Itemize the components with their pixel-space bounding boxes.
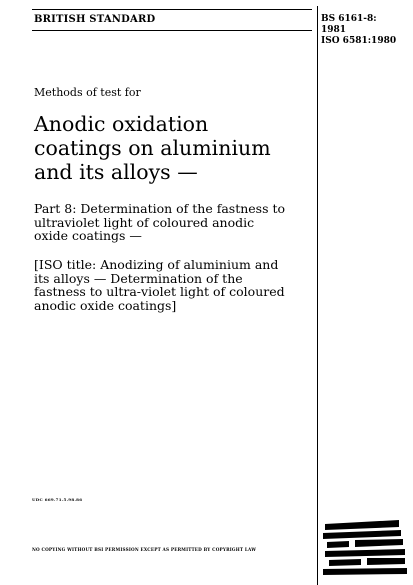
bsi-logo-icon xyxy=(319,518,409,582)
publisher-label: BRITISH STANDARD xyxy=(34,14,156,25)
part-title-line: Part 8: Determination of the fastness to xyxy=(34,201,286,216)
reference-line: ISO 6581:1980 xyxy=(321,36,397,46)
reference-line: BS 6161-8: xyxy=(321,14,377,24)
iso-title-line: its alloys — Determination of the xyxy=(34,270,243,286)
header-rule-top xyxy=(32,9,312,10)
iso-title-line: anodic oxide coatings] xyxy=(34,297,177,313)
pre-title: Methods of test for xyxy=(34,86,141,99)
iso-title xyxy=(34,258,319,312)
header-rule-bottom xyxy=(32,30,312,31)
udc-code: UDC 669.71.5.98.86 xyxy=(32,497,83,502)
standard-reference xyxy=(321,14,396,47)
iso-title-line: fastness to ultra-violet light of coloured xyxy=(34,284,285,300)
document-title xyxy=(34,112,319,184)
title-line: Anodic oxidation xyxy=(34,112,209,136)
title-line: coatings on aluminium xyxy=(34,136,271,160)
copyright-notice: NO COPYING WITHOUT BSI PERMISSION EXCEPT AS PERMITTED BY COPYRIGHT LAW xyxy=(32,547,257,552)
reference-line: 1981 xyxy=(321,25,347,35)
title-line: and its alloys — xyxy=(34,160,198,184)
part-title-line: oxide coatings — xyxy=(34,228,142,244)
part-title xyxy=(34,202,319,243)
part-title-line: ultraviolet light of coloured anodic xyxy=(34,214,255,230)
iso-title-line: [ISO title: Anodizing of aluminium and xyxy=(34,257,279,272)
